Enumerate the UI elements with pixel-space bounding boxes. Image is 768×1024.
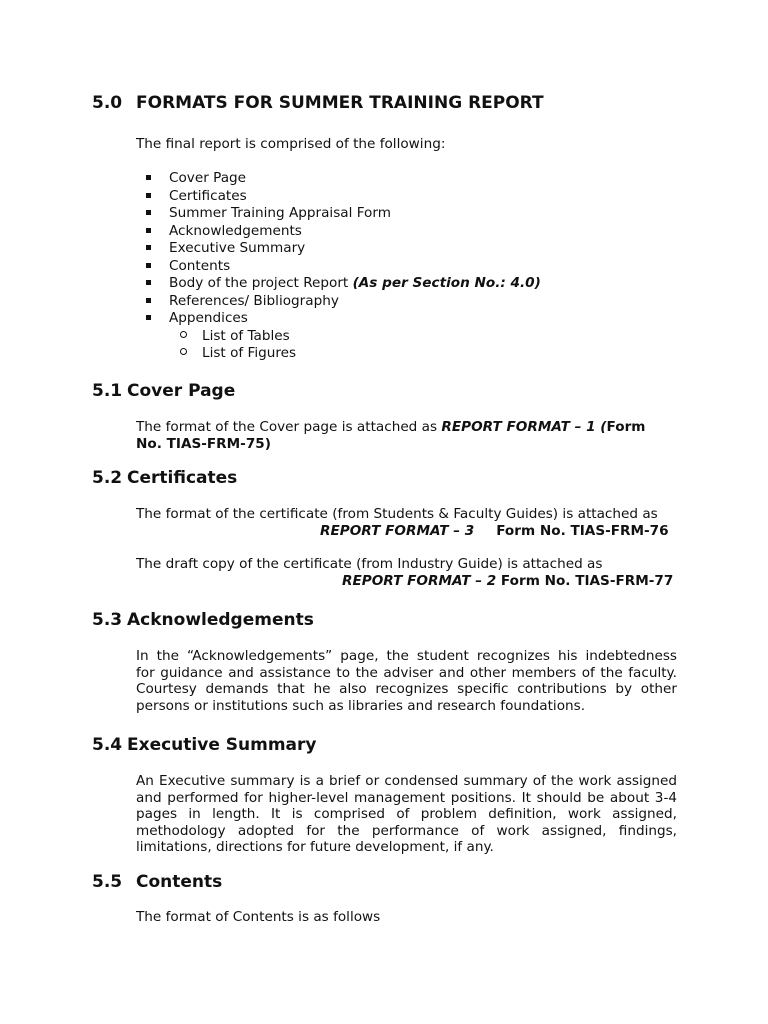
section-title: Acknowledgements xyxy=(127,610,314,630)
section-5-1-heading xyxy=(92,381,235,401)
bullet-square-icon xyxy=(146,228,151,233)
list-item: Cover Page xyxy=(146,170,246,188)
section-5-5-text: The format of Contents is as follows xyxy=(136,909,381,925)
section-number: 5.3 xyxy=(92,610,123,630)
bullet-square-icon xyxy=(146,315,151,320)
section-5-2-para2-format: REPORT FORMAT – 2 Form No. TIAS-FRM-77 xyxy=(342,573,674,589)
section-5-0-heading xyxy=(92,93,544,113)
list-item: Contents xyxy=(146,258,230,276)
section-number: 5.2 xyxy=(92,468,123,488)
section-5-2-para2: The draft copy of the certificate (from Industry Guide) is attached as xyxy=(136,556,603,572)
section-number: 5.5 xyxy=(92,872,123,892)
section-5-4-paragraph: An Executive summary is a brief or condensed summary of the work assigned and performed for higher-level management positions. It should be about 3-4 pages in length. It is comprised of problem definition, work assigned, methodology adopted for the performance of work assigned, findings, limitations, directions for future development, if any. xyxy=(136,773,677,855)
section-5-2-para1-format: REPORT FORMAT – 3 Form No. TIAS-FRM-76 xyxy=(320,523,669,539)
section-5-3-paragraph: In the “Acknowledgements” page, the student recognizes his indebtedness for guidance and assistance to the adviser and other members of the faculty. Courtesy demands that he also recognizes specific contributions by other persons or institutions such as libraries and research foundations. xyxy=(136,648,677,714)
bullet-square-icon xyxy=(146,280,151,285)
section-title: Executive Summary xyxy=(127,735,317,755)
section-number: 5.1 xyxy=(92,381,123,401)
section-5-3-heading xyxy=(92,610,314,630)
bullet-square-icon xyxy=(146,175,151,180)
list-item: Appendices xyxy=(146,310,248,328)
bullet-circle-icon xyxy=(180,331,187,338)
list-item: References/ Bibliography xyxy=(146,293,339,311)
bullet-square-icon xyxy=(146,298,151,303)
bullet-square-icon xyxy=(146,193,151,198)
section-number: 5.0 xyxy=(92,93,123,113)
section-5-1-text-line2: No. TIAS-FRM-75) xyxy=(136,436,271,452)
section-5-2-heading xyxy=(92,468,237,488)
section-5-4-heading xyxy=(92,735,316,755)
bullet-square-icon xyxy=(146,210,151,215)
list-item: Acknowledgements xyxy=(146,223,302,241)
list-item: Summer Training Appraisal Form xyxy=(146,205,391,223)
bullet-circle-icon xyxy=(180,348,187,355)
sub-list-item: List of Tables xyxy=(180,328,290,346)
section-title: Certificates xyxy=(127,468,238,488)
section-title: Cover Page xyxy=(127,381,236,401)
section-title: Contents xyxy=(136,872,223,892)
bullet-square-icon xyxy=(146,263,151,268)
list-item: Certificates xyxy=(146,188,247,206)
bullet-square-icon xyxy=(146,245,151,250)
section-number: 5.4 xyxy=(92,735,123,755)
section-5-0-intro: The final report is comprised of the following: xyxy=(136,136,446,152)
section-5-5-heading xyxy=(92,872,222,892)
section-5-2-para1: The format of the certificate (from Students & Faculty Guides) is attached as xyxy=(136,506,658,522)
list-item: Body of the project Report (As per Section No.: 4.0) xyxy=(146,275,541,293)
section-reference: (As per Section No.: 4.0) xyxy=(352,275,541,291)
section-title: FORMATS FOR SUMMER TRAINING REPORT xyxy=(136,93,544,113)
sub-list-item: List of Figures xyxy=(180,345,296,363)
list-item: Executive Summary xyxy=(146,240,305,258)
section-5-1-text-line1: The format of the Cover page is attached as REPORT FORMAT – 1 (Form xyxy=(136,419,646,435)
